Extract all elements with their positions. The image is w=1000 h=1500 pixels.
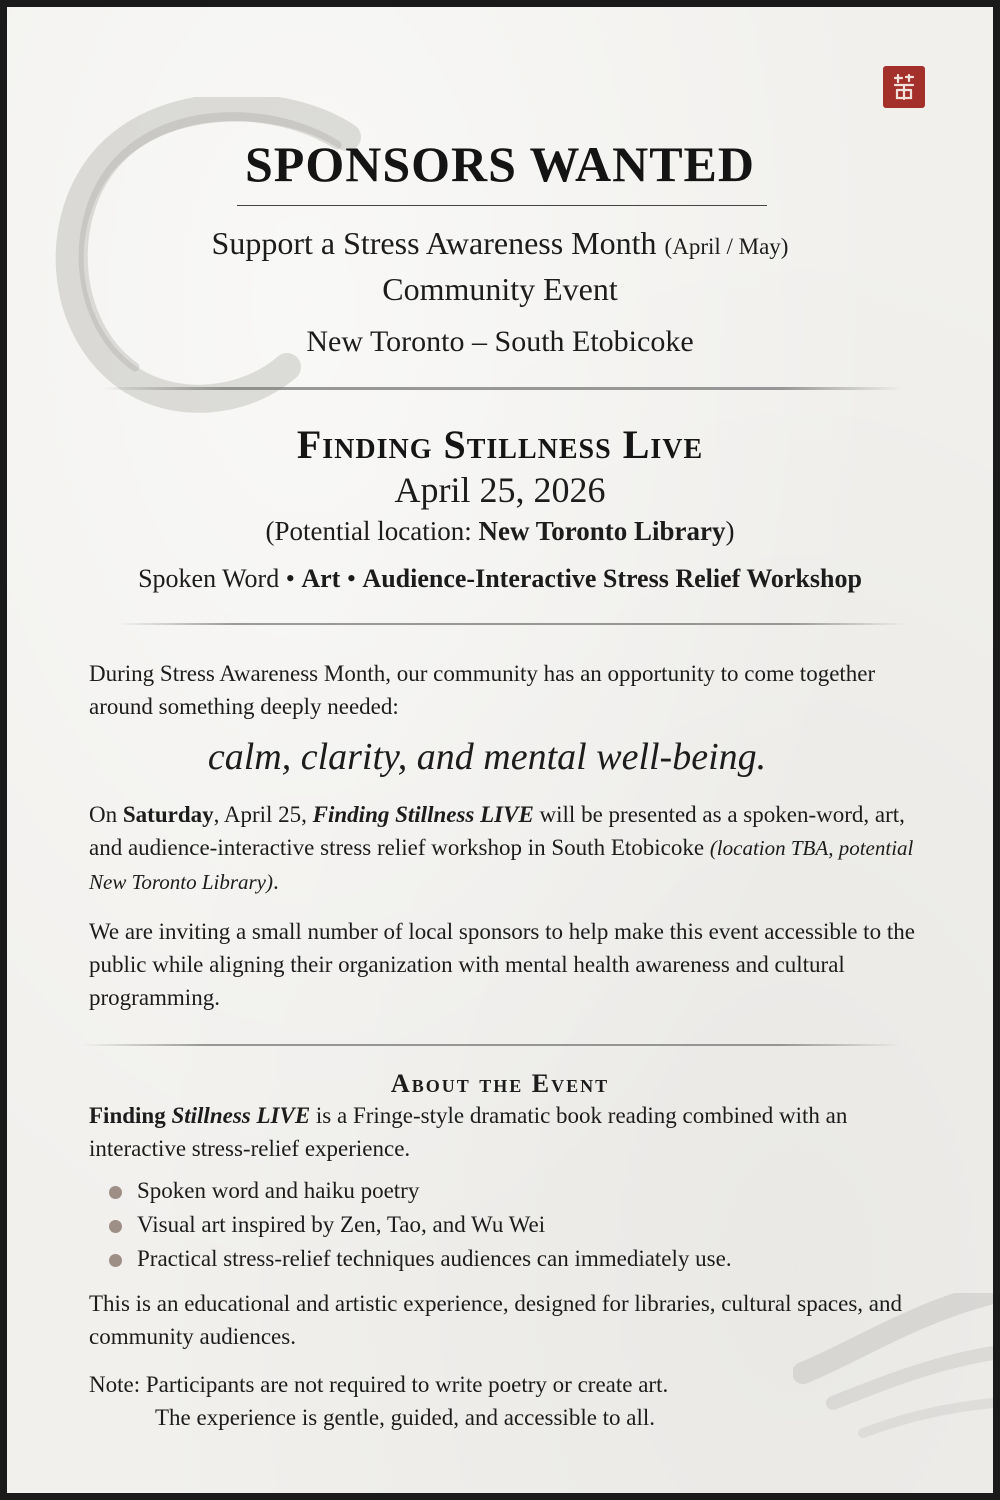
note-line-2: The experience is gentle, guided, and accessible to all. bbox=[155, 1405, 656, 1430]
section-divider bbox=[117, 623, 907, 625]
closing-paragraph: This is an educational and artistic experience, designed for libraries, cultural spaces, and community audiences. bbox=[89, 1291, 902, 1349]
list-item bbox=[107, 1242, 732, 1276]
about-heading: About the Event bbox=[390, 1069, 610, 1098]
about-bullet-list bbox=[107, 1174, 732, 1276]
type-art: Art bbox=[301, 564, 341, 593]
poster bbox=[7, 7, 993, 1493]
details-rest: will be presented as a spoken-word, art, and audience-interactive stress relief workshop in South Etobicoke bbox=[89, 802, 905, 860]
section-divider bbox=[82, 1044, 902, 1046]
details-date: , April 25, bbox=[213, 802, 313, 827]
emphasis-line: calm, clarity, and mental well-being. bbox=[207, 736, 767, 778]
type-workshop: Audience-Interactive Stress Relief Workshop bbox=[362, 564, 862, 593]
bullet-text: Visual art inspired by Zen, Tao, and Wu Wei bbox=[137, 1212, 546, 1237]
subtitle-line-1 bbox=[7, 225, 993, 262]
about-name-part2: Stillness LIVE bbox=[171, 1103, 311, 1128]
details-end: . bbox=[273, 869, 279, 894]
title-divider bbox=[237, 205, 767, 206]
location-prefix: (Potential location: bbox=[265, 516, 479, 546]
about-description: is a Fringe-style dramatic book reading combined with an interactive stress-relief experience. bbox=[89, 1103, 848, 1161]
details-on: On bbox=[89, 802, 123, 827]
location-name: New Toronto Library bbox=[478, 516, 726, 546]
event-types bbox=[7, 564, 993, 594]
bullet-dot-icon bbox=[109, 1254, 122, 1267]
event-date: April 25, 2026 bbox=[394, 470, 606, 510]
details-location-note: (location TBA, potential New Toronto Library) bbox=[89, 836, 914, 894]
type-separator: • bbox=[340, 564, 363, 593]
list-item bbox=[107, 1208, 732, 1242]
details-event-name: Finding Stillness LIVE bbox=[312, 802, 534, 827]
poster-title: SPONSORS WANTED bbox=[244, 136, 756, 192]
note-line-1: Note: Participants are not required to write poetry or create art. bbox=[89, 1372, 669, 1397]
location-suffix: ) bbox=[725, 516, 735, 546]
region-label: New Toronto – South Etobicoke bbox=[306, 325, 694, 358]
sponsors-paragraph: We are inviting a small number of local sponsors to help make this event accessible to the public while aligning their organization with mental health awareness and cultural programming. bbox=[89, 919, 915, 1010]
subtitle-text: Support a Stress Awareness Month bbox=[211, 225, 657, 261]
bullet-dot-icon bbox=[109, 1220, 122, 1233]
about-name-part1: Finding bbox=[89, 1103, 172, 1128]
bullet-text: Practical stress-relief techniques audiences can immediately use. bbox=[137, 1246, 732, 1271]
subtitle-months: (April / May) bbox=[664, 234, 789, 259]
note-block bbox=[89, 1368, 668, 1434]
type-spoken-word: Spoken Word bbox=[138, 564, 280, 593]
bullet-dot-icon bbox=[109, 1186, 122, 1199]
list-item bbox=[107, 1174, 732, 1208]
type-separator: • bbox=[279, 564, 302, 593]
intro-paragraph: During Stress Awareness Month, our community has an opportunity to come together around something deeply needed: bbox=[89, 661, 876, 719]
section-divider bbox=[102, 387, 902, 390]
details-saturday: Saturday bbox=[122, 802, 214, 827]
event-location bbox=[7, 516, 993, 547]
about-paragraph bbox=[89, 1099, 939, 1165]
details-paragraph bbox=[89, 798, 939, 899]
bullet-text: Spoken word and haiku poetry bbox=[137, 1178, 420, 1203]
seal-stamp-icon bbox=[883, 66, 925, 108]
event-name: Finding Stillness Live bbox=[296, 422, 704, 467]
subtitle-line-2: Community Event bbox=[382, 271, 618, 307]
